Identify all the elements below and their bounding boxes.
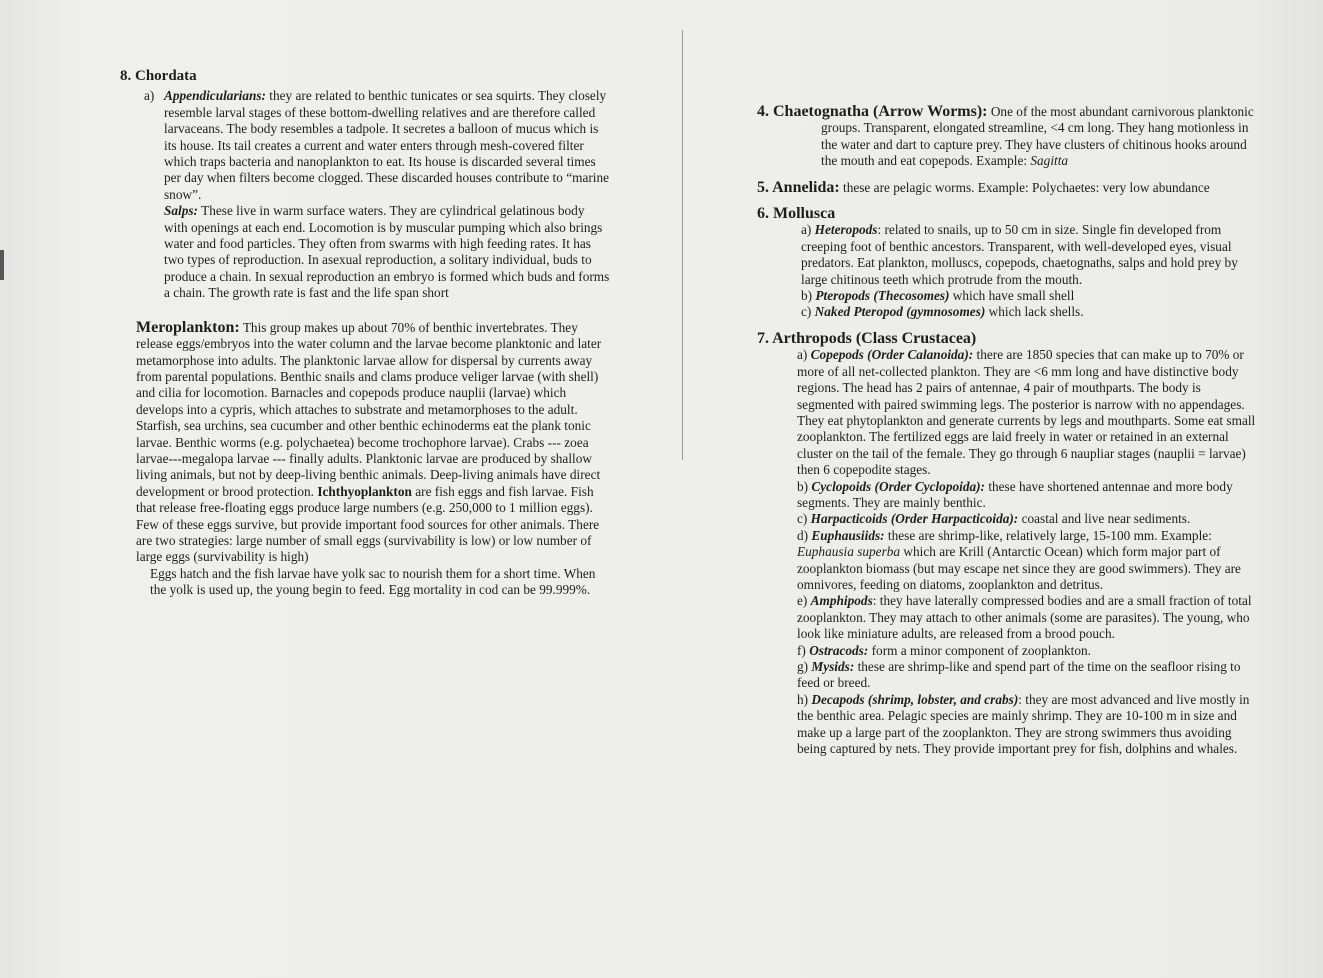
naked-pteropod-term: Naked Pteropod (gymnosomes)	[814, 304, 986, 320]
entry-label: b)	[801, 288, 813, 304]
chordata-heading: 8. Chordata	[120, 68, 197, 84]
entry-label: c)	[797, 511, 808, 527]
meroplankton-term: Meroplankton:	[136, 318, 240, 336]
naked-pteropod-entry	[801, 304, 1257, 320]
harpacticoids-term: Harpacticoids (Order Harpacticoida):	[810, 511, 1019, 527]
decapods-text: : they are most advanced and live mostly in the benthic area. Pelagic species are mainly shrimp. They are 10-100 m in size and make up a large part of the zooplankton. They are strong swimmers thus avoiding being captured by nets. They provide important prey for fish, dolphins and whales.	[797, 691, 1250, 757]
page-fold-line	[682, 30, 683, 460]
scan-edge-mark	[0, 250, 4, 280]
harpacticoids-entry	[797, 511, 1257, 527]
chaetognatha-heading: 4. Chaetognatha (Arrow Worms):	[757, 103, 988, 120]
entry-label: d)	[797, 527, 809, 543]
meroplankton-paragraph	[120, 320, 610, 566]
entry-label: a)	[797, 347, 808, 363]
left-column	[120, 68, 610, 599]
euphausiids-text-2: which are Krill (Antarctic Ocean) which form major part of zooplankton biomass (but may escape net since they are good swimmers). They are omnivores, feeding on diatoms, zooplankton and detritus.	[797, 544, 1241, 592]
pteropods-text: which have small shell	[952, 288, 1075, 304]
entry-label: e)	[797, 593, 808, 609]
appendicularians-text: they are related to benthic tunicates or sea squirts. They closely resemble larval stages of these bottom-dwelling relatives and are therefore called larvaceans. The body resembles a tadpole. It secretes a balloon of mucus which is its house. Its tail creates a current and water enters through mesh-covered filter which traps bacteria and nanoplankton to eat. Its house is discarded several times per day when filters become clogged. These discarded houses contribute to “marine snow”.	[164, 88, 610, 202]
euphausiids-term: Euphausiids:	[811, 527, 885, 543]
cyclopoids-entry	[797, 479, 1257, 512]
ostracods-entry	[797, 643, 1257, 659]
heteropods-text: : related to snails, up to 50 cm in size. Single fin developed from creeping foot of benthic ancestors. Transparent, with well-developed eyes, visual predators. Eat plankton, molluscs, copepods, chaetognaths, salps and hold prey by large chitinous teeth which protrude from the mouth.	[801, 222, 1238, 287]
decapods-term: Decapods (shrimp, lobster, and crabs)	[811, 691, 1019, 707]
eggs-hatch-paragraph: Eggs hatch and the fish larvae have yolk sac to nourish them for a short time. When the yolk is used up, the young begin to feed. Egg mortality in cod can be 99.999%.	[150, 565, 596, 598]
ostracods-term: Ostracods:	[809, 642, 869, 658]
meroplankton-text: This group makes up about 70% of benthic invertebrates. They release eggs/embryos into the water column and the larvae become planktonic and later metamorphose into adults. The planktonic larvae allow for dispersal by currents away from parental populations. Benthic snails and clams produce veliger larvae (with shell) and cilia for locomotion. Barnacles and copepods produce nauplii (larvae) which develops into a cypris, which attaches to substrate and metamorphoses to the adult. Starfish, sea urchins, sea cucumber and other benthic echinoderms eat the plank tonic larvae. Benthic worms (e.g. polychaetea) become trochophore larvae). Crabs --- zoea larvae---megalopa larvae --- finally adults. Planktonic larvae are produced by shallow living animals, but not by deep-living benthic animals. Deep-living animals have direct development or brood protection.	[136, 319, 602, 499]
arthropods-heading: 7. Arthropods (Class Crustacea)	[757, 329, 977, 347]
appendicularians-entry	[120, 88, 610, 203]
entry-label: a)	[144, 88, 155, 104]
mysids-entry	[797, 659, 1257, 692]
cyclopoids-text: these have shortened antennae and more body segments. They are mainly benthic.	[797, 478, 1233, 510]
heteropods-entry	[801, 222, 1257, 288]
pteropods-term: Pteropods (Thecosomes)	[815, 288, 950, 304]
salps-entry	[120, 203, 610, 301]
euphausiids-entry	[797, 528, 1257, 594]
mollusca-heading: 6. Mollusca	[757, 205, 836, 223]
salps-term: Salps:	[164, 203, 198, 219]
decapods-entry	[797, 692, 1257, 758]
heteropods-term: Heteropods	[814, 222, 878, 238]
annelida-text: these are pelagic worms. Example: Polychaetes: very low abundance	[843, 179, 1210, 195]
entry-label: b)	[797, 478, 809, 494]
entry-label: h)	[797, 691, 809, 707]
pteropods-entry	[801, 288, 1257, 304]
naked-pteropod-text: which lack shells.	[988, 304, 1084, 320]
ichthyoplankton-term: Ichthyoplankton	[317, 483, 412, 499]
amphipods-text: : they have laterally compressed bodies and are a small fraction of total zooplankton. They may attach to other animals (some are parasites). The young, who look like miniature adults, are released from a brood pouch.	[797, 593, 1252, 642]
chaetognatha-entry	[757, 104, 1257, 170]
annelida-heading: 5. Annelida:	[757, 178, 840, 196]
euphausiids-text: these are shrimp-like, relatively large, 15-100 mm. Example:	[887, 527, 1212, 543]
mollusca-list	[757, 222, 1257, 320]
amphipods-entry	[797, 593, 1257, 642]
copepods-term: Copepods (Order Calanoida):	[810, 347, 974, 363]
annelida-entry	[757, 180, 1257, 196]
appendicularians-term: Appendicularians:	[164, 88, 266, 104]
euphausiids-example: Euphausia superba	[797, 544, 901, 560]
cyclopoids-term: Cyclopoids (Order Cyclopoida):	[811, 478, 985, 494]
harpacticoids-text: coastal and live near sediments.	[1021, 511, 1191, 527]
entry-label: c)	[801, 304, 812, 320]
entry-label: g)	[797, 659, 809, 674]
arthropods-list	[757, 347, 1257, 757]
copepods-text: there are 1850 species that can make up to 70% or more of all net-collected plankton. They are <6 mm long and have distinctive body regions. The head has 2 pairs of antennae, 4 pair of mouthparts. The body is segmented with paired swimming legs. The posterior is narrow with no appendages. They eat phytoplankton and generate currents by legs and mouthparts. Some eat small zooplankton. The fertilized eggs are laid freely in water or retained in an external cluster on the tail of the female. They go through 6 naupliar stages (nauplii = larvae) then 6 copepodite stages.	[797, 347, 1256, 478]
entry-label: a)	[801, 222, 812, 238]
copepods-entry	[797, 347, 1257, 478]
chaetognatha-text: One of the most abundant carnivorous planktonic groups. Transparent, elongated streamline, <4 cm long. They hang motionless in the water and dart to capture prey. They have clusters of chitinous hooks around the mouth and eat copepods. Example:	[821, 104, 1254, 169]
ichthyoplankton-text: are fish eggs and fish larvae. Fish that release free-floating eggs produce large numbers (e.g. 250,000 to 1 million eggs). Few of these eggs survive, but provide important food sources for other animals. There are two strategies: large number of small eggs (survivability is low) or low number of large eggs (survivability is high)	[136, 483, 600, 565]
ostracods-text: form a minor component of zooplankton.	[871, 642, 1091, 658]
amphipods-term: Amphipods	[810, 593, 873, 609]
mysids-text: these are shrimp-like and spend part of the time on the seafloor rising to feed or breed.	[797, 659, 1241, 691]
chaetognatha-example: Sagitta	[1030, 153, 1069, 169]
right-column	[757, 104, 1257, 757]
entry-label: f)	[797, 642, 806, 658]
mysids-term: Mysids:	[811, 659, 855, 674]
salps-text: These live in warm surface waters. They are cylindrical gelatinous body with openings at each end. Locomotion is by muscular pumping which also brings water and food particles. They often from swarms with high feeding rates. It has two types of reproduction. In asexual reproduction, a solitary individual, buds to produce a chain. In sexual reproduction an embryo is formed which buds and forms a chain. The growth rate is fast and the life span short	[164, 203, 610, 301]
